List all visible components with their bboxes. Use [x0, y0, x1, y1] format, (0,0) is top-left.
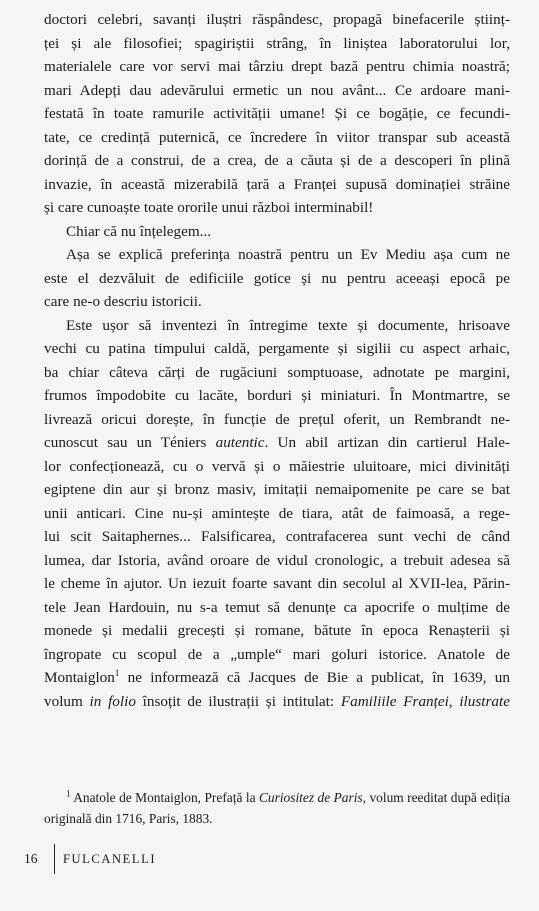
paragraph-3	[44, 243, 510, 314]
footnote-text: Anatole de Montaiglon, Prefață la	[70, 790, 259, 805]
italic-phrase: in folio	[89, 692, 136, 710]
italic-word: autentic	[215, 434, 265, 451]
text-line: lor confecționează, cu o vervă și o măiestrie uluitoare, mici divinități	[44, 457, 510, 475]
text-line: mari Adepți dau adevărului ermetic un nou avânt... Ce ardoare mani-	[44, 81, 510, 99]
footer-divider	[54, 844, 55, 874]
text-line: festată în toate ramurile activității umane! Și ce bogăție, ce fecundi-	[44, 105, 510, 122]
running-author: FULCANELLI	[63, 851, 157, 866]
text-segment: ne informează că Jacques de Bie a publicat, în 1639, un	[119, 669, 510, 686]
text-line: livrează oricui dorește, în funcție de prețul oferit, un Rembrandt ne-	[44, 410, 510, 428]
text-line: invazie, în această mizerabilă țară a Franței supusă dominației străine	[44, 175, 510, 193]
text-line: Este ușor să inventezi în întregime texte și documente, hrisoave	[66, 316, 510, 334]
text-line: Așa se explică preferința noastră pentru un Ev Mediu așa cum ne	[66, 246, 510, 263]
paragraph-1	[44, 8, 510, 220]
footnote-title: Curiositez de Paris	[258, 790, 363, 805]
paragraph-4	[44, 314, 510, 714]
text-segment: cunoscut sau un Téniers	[44, 434, 207, 451]
main-text	[44, 8, 510, 713]
text-line: unii anticari. Cine nu-și amintește de tiara, atât de faimoasă, a rege-	[44, 504, 510, 522]
text-line: tate, ce credință puternică, ce încredere în viitor transpar sub această	[44, 128, 510, 146]
italic-title: Familiile Franței, ilustrate	[340, 692, 510, 710]
text-line: materialele care vor servi mai târziu drept bază pentru chimia noastră;	[44, 58, 510, 75]
text-line	[44, 431, 510, 455]
text-line: monede și medalii grecești și romane, bătute în epoca Renașterii și	[44, 622, 510, 639]
text-line: lui scit Saitaphernes... Falsificarea, contrafacerea sunt vechi de când	[44, 528, 510, 545]
text-line: ba chiar câteva cărți de rugăciuni somptuoase, adnotate pe margini,	[44, 363, 510, 381]
footnote	[44, 787, 510, 829]
text-line: frumos împodobite cu lacăte, borduri și miniaturi. În Montmartre, se	[44, 387, 510, 404]
text-line: îngropate cu scopul de a „umple“ mari goluri istorice. Anatole de	[44, 645, 510, 663]
footnote-marker: 1	[66, 788, 71, 799]
footnote-text: , volum reeditat după ediția	[362, 790, 510, 805]
text-line: doctori celebri, savanți iluștri răspândesc, propagă binefacerile științ-	[44, 11, 510, 28]
footnote-line	[44, 787, 510, 808]
text-line: le cheme în ajutor. Un iezuit foarte savant din secolul al XVII-lea, Părin-	[44, 575, 510, 592]
text-line: tele Jean Hardouin, nu s-a temut să denunțe ca apocrife o mulțime de	[44, 598, 510, 616]
footnote-ref: 1	[114, 667, 120, 678]
paragraph-2	[44, 220, 510, 244]
text-segment: însoțit de ilustrații și intitulat:	[135, 692, 341, 710]
text-line: lumea, dar Istoria, având oroare de vidul cronologic, a trebuit adesea să	[44, 551, 510, 569]
text-segment: . Un abil artizan din cartierul Hale-	[264, 434, 511, 451]
footnote-line: originală din 1716, Paris, 1883.	[44, 811, 213, 826]
text-line: dorință de a construi, de a crea, de a căuta și de a descoperi în plină	[44, 152, 510, 169]
text-segment: Montaiglon	[44, 669, 115, 686]
text-line	[44, 690, 510, 714]
page-footer	[24, 844, 156, 874]
text-segment: volum	[44, 692, 90, 710]
text-line: este el dezvăluit de edificiile gotice și nu pentru aceeași epocă pe	[44, 269, 510, 287]
text-line: care ne-o descriu istoricii.	[44, 293, 202, 310]
text-line: Chiar că nu înțelegem...	[66, 222, 212, 240]
text-line: ței și ale filosofiei; spagiriștii strâng, în liniștea laboratorului lor,	[44, 34, 510, 52]
page-number: 16	[24, 851, 38, 866]
text-line: vechi cu patina timpului caldă, pergamente și sigilii cu aspect arhaic,	[44, 340, 510, 357]
text-line: egiptene din aur și bronz masiv, imitații nemaipomenite pe care se bat	[44, 481, 510, 498]
text-line	[44, 666, 510, 690]
text-line: și care cunoaște toate ororile unui război interminabil!	[44, 199, 374, 216]
